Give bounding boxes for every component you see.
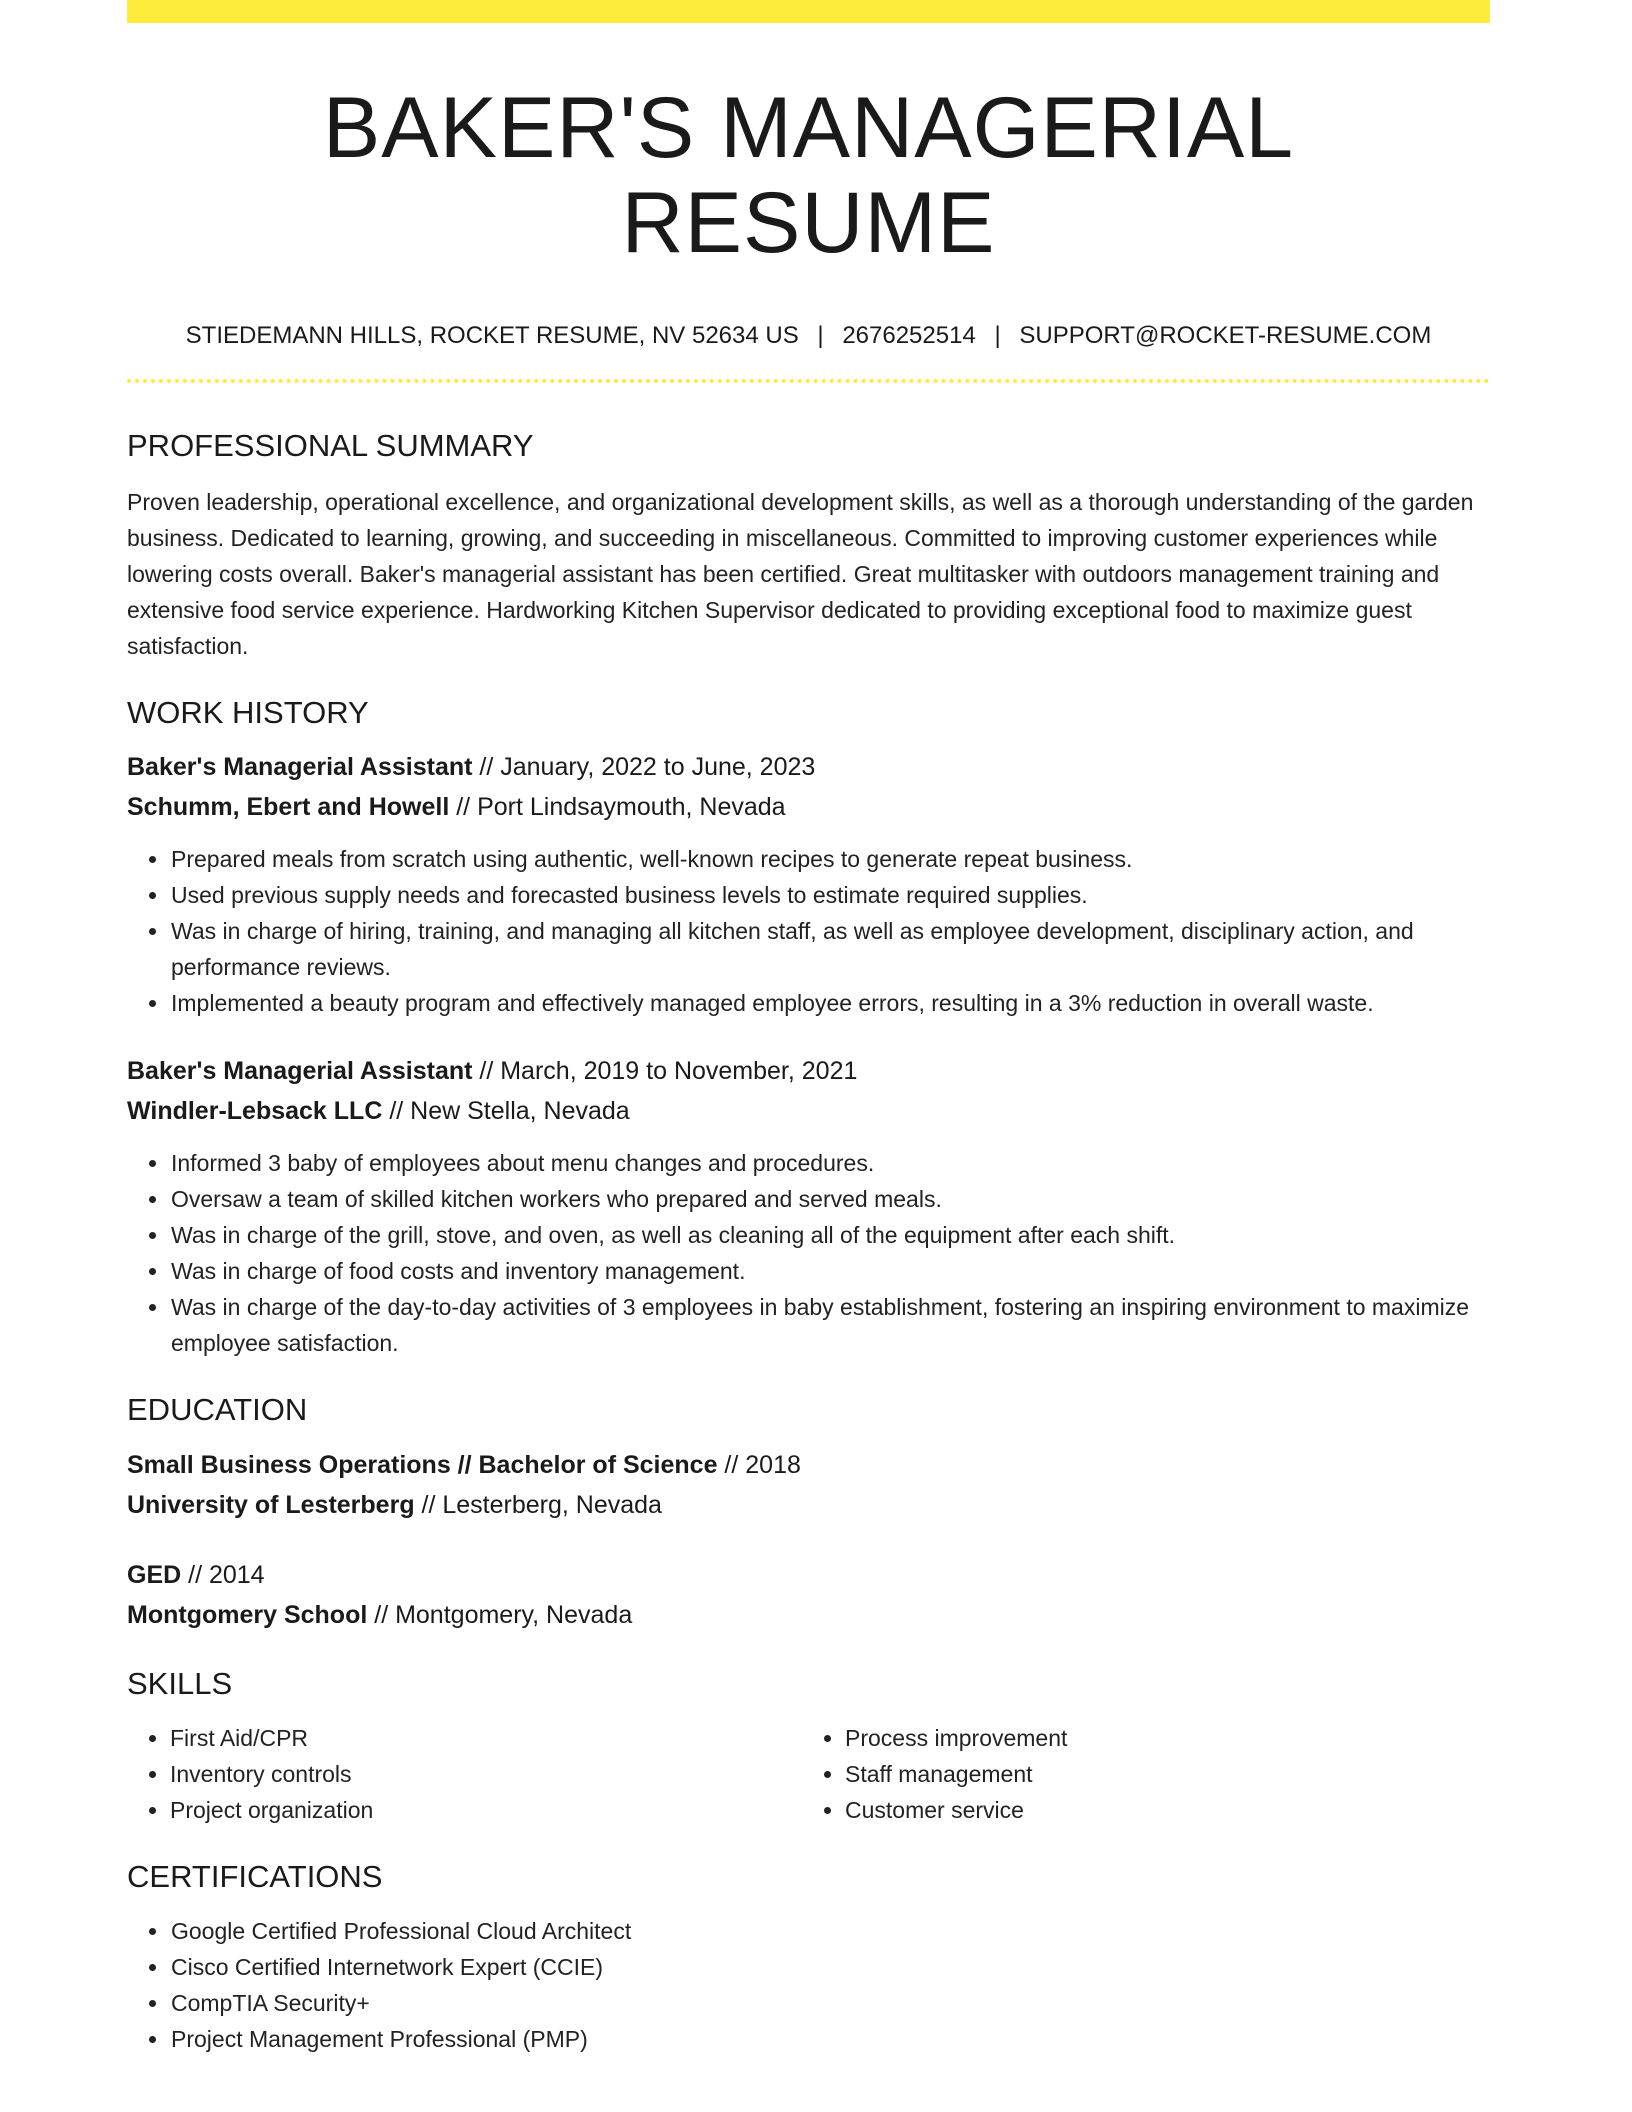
job-bullets (127, 1145, 1490, 1361)
education-location: // Lesterberg, Nevada (414, 1490, 662, 1519)
certifications-list (127, 1913, 1490, 2057)
skills-column-right (802, 1720, 1477, 1828)
education-school: University of Lesterberg (127, 1490, 415, 1519)
education-degree-line (127, 1445, 1490, 1485)
job-location: // Port Lindsaymouth, Nevada (449, 793, 786, 822)
job-role-line (127, 1051, 1490, 1091)
job-bullet: • Prepared meals from scratch using authentic, well-known recipes to generate repeat business. (170, 841, 1490, 877)
job-company: Schumm, Ebert and Howell (127, 793, 450, 822)
contact-separator: | (994, 322, 1001, 350)
summary-heading: PROFESSIONAL SUMMARY (127, 427, 534, 463)
certification-item: • Project Management Professional (PMP) (170, 2021, 1490, 2057)
skill-item: • Staff management (845, 1756, 1477, 1792)
job-dates: // March, 2019 to November, 2021 (472, 1057, 858, 1086)
education-school-line (127, 1485, 1490, 1525)
skill-item: • Project organization (170, 1792, 802, 1828)
resume-title: BAKER'S MANAGERIAL RESUME (322, 80, 1295, 271)
skills-heading: SKILLS (127, 1665, 233, 1701)
accent-top-bar (127, 0, 1490, 23)
job-role-line (127, 747, 1490, 787)
job-company: Windler-Lebsack LLC (127, 1097, 383, 1126)
contact-phone: 2676252514 (842, 322, 976, 350)
certification-item: • CompTIA Security+ (170, 1985, 1490, 2021)
contact-address: STIEDEMANN HILLS, ROCKET RESUME, NV 52634 US (185, 322, 799, 350)
education-degree-line (127, 1555, 1490, 1595)
job-bullet: • Was in charge of the grill, stove, and oven, as well as cleaning all of the equipment after each shift. (170, 1217, 1490, 1253)
education-entry (127, 1445, 1490, 1525)
certification-item: • Google Certified Professional Cloud Architect (170, 1913, 1490, 1949)
certifications-heading: CERTIFICATIONS (127, 1858, 383, 1894)
job-bullet: • Implemented a beauty program and effectively managed employee errors, resulting in a 3% reduction in overall waste. (170, 985, 1490, 1021)
contact-line (127, 322, 1490, 351)
education-year: // 2014 (181, 1560, 265, 1589)
education-school-line (127, 1595, 1490, 1635)
job-entry (127, 747, 1490, 1021)
job-bullet: • Was in charge of food costs and inventory management. (170, 1253, 1490, 1289)
contact-separator: | (817, 322, 824, 350)
skill-item: • Process improvement (845, 1720, 1477, 1756)
job-bullet: • Oversaw a team of skilled kitchen workers who prepared and served meals. (170, 1181, 1490, 1217)
summary-text: Proven leadership, operational excellence, and organizational development skills, as well as a thorough understanding of the garden business. Dedicated to learning, growing, and succeeding in miscellaneous. Committed to improving customer experiences while lowering costs overall. Baker's managerial assistant has been certified. Great multitasker with outdoors management training and extensive food service experience. Hardworking Kitchen Supervisor dedicated to providing exceptional food to maximize guest satisfaction. (127, 489, 1474, 660)
contact-email: SUPPORT@ROCKET-RESUME.COM (1019, 322, 1432, 350)
skill-item: • Customer service (845, 1792, 1477, 1828)
job-company-line (127, 787, 1490, 827)
job-bullet: • Was in charge of hiring, training, and managing all kitchen staff, as well as employee development, disciplinary action, and performance reviews. (170, 913, 1490, 985)
dotted-divider (127, 379, 1490, 383)
job-role: Baker's Managerial Assistant (127, 753, 473, 782)
job-bullet: • Used previous supply needs and forecasted business levels to estimate required supplies. (170, 877, 1490, 913)
skills-column-left (127, 1720, 802, 1828)
job-bullet: • Informed 3 baby of employees about menu changes and procedures. (170, 1145, 1490, 1181)
resume-page (127, 0, 1490, 2057)
job-bullet: • Was in charge of the day-to-day activities of 3 employees in baby establishment, fostering an inspiring environment to maximize employee satisfaction. (170, 1289, 1490, 1361)
job-location: // New Stella, Nevada (382, 1097, 630, 1126)
education-entry (127, 1555, 1490, 1635)
skills-grid (127, 1720, 1490, 1828)
certification-item: • Cisco Certified Internetwork Expert (CCIE) (170, 1949, 1490, 1985)
education-degree: Small Business Operations // Bachelor of Science (127, 1450, 718, 1479)
education-heading: EDUCATION (127, 1392, 308, 1428)
job-company-line (127, 1091, 1490, 1131)
education-year: // 2018 (717, 1450, 801, 1479)
work-history-heading: WORK HISTORY (127, 695, 369, 731)
job-role: Baker's Managerial Assistant (127, 1057, 473, 1086)
job-bullets (127, 841, 1490, 1021)
skill-item: • Inventory controls (170, 1756, 802, 1792)
education-degree: GED (127, 1560, 182, 1589)
skill-item: • First Aid/CPR (170, 1720, 802, 1756)
job-entry (127, 1051, 1490, 1361)
education-school: Montgomery School (127, 1600, 368, 1629)
job-dates: // January, 2022 to June, 2023 (472, 753, 816, 782)
education-location: // Montgomery, Nevada (367, 1600, 633, 1629)
